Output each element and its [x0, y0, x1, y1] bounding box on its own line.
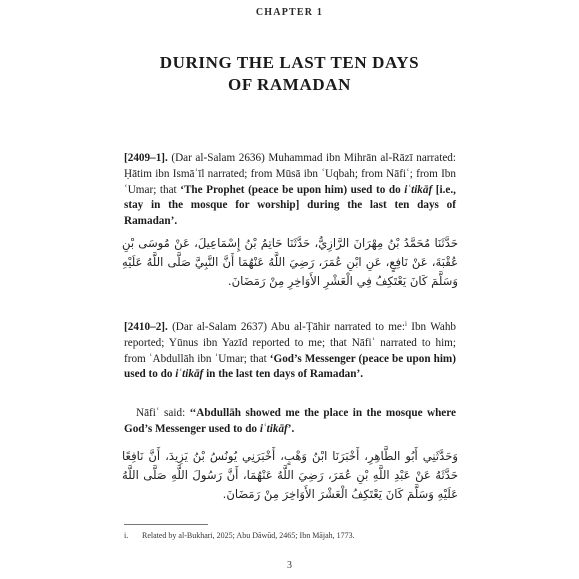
hadith-2409-term: iʿtikāf: [404, 183, 433, 196]
chapter-label: CHAPTER 1: [255, 7, 324, 18]
footnote-mark: i.: [124, 531, 129, 540]
footnote-text: Related by al-Bukhari, 2025; Abu Dāwūd, 2465; Ibn Mājah, 1773.: [142, 531, 355, 540]
nafi-quote-part-b: ’.: [287, 422, 295, 435]
hadith-2409-translation: [124, 151, 456, 230]
page-number: 3: [287, 560, 292, 571]
hadith-2410-translation: [124, 320, 456, 383]
hadith-2410-isnad-part-b: Ibn Wahb reported; Yūnus ibn Yazīd reported to me; that Nāfiʿ narrated to him; from ʿAbdullāh ibn ʿUmar; that: [124, 321, 457, 365]
hadith-2409-matn-part-b: [i.e., stay in the mosque for worship] during the last ten days of Ramadan’.: [124, 183, 456, 228]
footnote-divider: [124, 524, 208, 525]
hadith-2409-reference: [2409–1].: [124, 152, 168, 164]
hadith-2410-matn-part-b: in the last ten days of Ramadan’.: [203, 368, 364, 381]
hadith-2410-matn-part-a: ‘God’s Messenger (peace be upon him) used to do: [124, 352, 456, 381]
hadith-2409-matn-part-a: ‘The Prophet (peace be upon him) used to do: [180, 183, 405, 196]
chapter-title-line-2: OF RAMADAN: [228, 75, 351, 94]
chapter-title-line-1: DURING THE LAST TEN DAYS: [159, 53, 420, 72]
hadith-2410-arabic-text: وَحَدَّثَنِي أَبُو الطَّاهِرِ، أَخْبَرَنَا ابْنُ وَهْبٍ، أَخْبَرَنِي يُونُسُ بْنُ يَزِيدَ، أَنَّ نَافِعًا حَدَّثَهُ عَنْ عَبْدِ اللَّهِ بْنِ عُمَرَ، رَضِيَ اللَّهُ عَنْهُمَا، أَنَّ رَسُولَ اللَّهِ صَلَّى اللَّهُ عَلَيْهِ وَسَلَّمَ كَانَ يَعْتَكِفُ الْعَشْرَ الأَوَاخِرَ مِنْ رَمَضَانَ.: [122, 449, 458, 501]
hadith-2410-nafi-note: [124, 406, 456, 438]
nafi-quote-part-a: ‘‘Abdullāh showed me the place in the mosque where God’s Messenger used to do: [124, 407, 456, 435]
hadith-2410-term: iʿtikāf: [175, 368, 204, 381]
hadith-2410-isnad-part-a: (Dar al-Salam 2637) Abu al-Ṭāhir narrated to me:: [167, 321, 406, 333]
hadith-2409-isnad: (Dar al-Salam 2636) Muhammad ibn Mihrān al-Rāzī narrated: Ḥātim ibn Ismāʿīl narrated; from Mūsā ibn ʿUqbah; from Nāfiʿ; from Ibn ʿUmar; that: [124, 152, 456, 196]
nafi-speaker: Nāfiʿ said:: [136, 407, 190, 419]
footnote-reference-mark[interactable]: i: [405, 320, 407, 328]
footnote: [124, 531, 456, 541]
chapter-title: [0, 52, 579, 96]
hadith-2409-arabic-text: حَدَّثَنَا مُحَمَّدُ بْنُ مِهْرَانَ الرَّازِيُّ، حَدَّثَنَا حَاتِمُ بْنُ إِسْمَاعِيلَ، عَنْ مُوسَى بْنِ عُقْبَةَ، عَنْ نَافِعٍ، عَنِ ابْنِ عُمَرَ، رَضِيَ اللَّهُ عَنْهُمَا أَنَّ النَّبِيَّ صَلَّى اللَّهُ عَلَيْهِ وَسَلَّمَ كَانَ يَعْتَكِفُ فِي الْعَشْرِ الأَوَاخِرِ مِنْ رَمَضَانَ.: [122, 236, 458, 288]
hadith-2410-reference: [2410–2].: [124, 321, 168, 333]
nafi-quote-term: iʿtikāf: [259, 422, 288, 435]
